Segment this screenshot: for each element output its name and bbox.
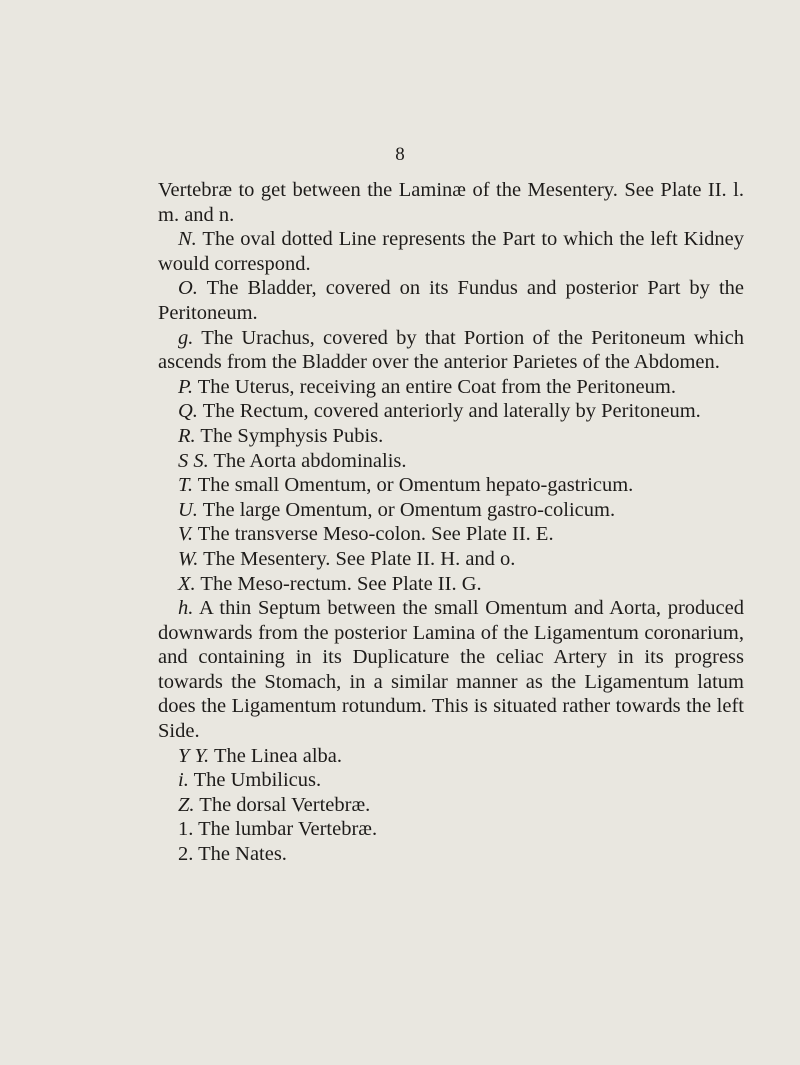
legend-key: R. xyxy=(178,424,196,447)
legend-entry-ss xyxy=(158,449,744,474)
legend-text: The transverse Meso-colon. See Plate II. E. xyxy=(197,523,554,546)
legend-entry-x xyxy=(158,572,744,597)
legend-text: The Umbilicus. xyxy=(193,769,322,792)
legend-text: The Linea alba. xyxy=(213,744,342,767)
legend-text: The oval dotted Line represents the Part to which the left Kidney would correspond. xyxy=(158,228,744,275)
legend-entry-w xyxy=(158,547,744,572)
legend-key: Z. xyxy=(178,793,195,816)
legend-key: W. xyxy=(178,547,199,570)
legend-key: N. xyxy=(178,228,197,251)
legend-text: The large Omentum, or Omentum gastro-colicum. xyxy=(202,498,616,521)
legend-text: The Aorta abdominalis. xyxy=(213,449,407,472)
paragraph-text: Vertebræ to get between the Laminæ of the Mesentery. See Plate II. l. m. and n. xyxy=(158,179,744,226)
legend-text: The Bladder, covered on its Fundus and posterior Part by the Peritoneum. xyxy=(158,277,744,324)
legend-entry-t xyxy=(158,473,744,498)
legend-key: g. xyxy=(178,326,194,349)
legend-text: The small Omentum, or Omentum hepato-gastricum. xyxy=(197,474,634,497)
legend-entry-h xyxy=(158,596,744,744)
legend-key: h. xyxy=(178,597,194,620)
legend-text: The Symphysis Pubis. xyxy=(200,424,384,447)
legend-text: The Meso-rectum. See Plate II. G. xyxy=(200,572,482,595)
legend-key: T. xyxy=(178,474,194,497)
legend-key: 1. xyxy=(178,818,194,841)
legend-entry-i xyxy=(158,768,744,793)
legend-text: The Mesentery. See Plate II. H. and o. xyxy=(203,547,516,570)
legend-entry-1 xyxy=(158,817,744,842)
legend-text: The lumbar Vertebræ. xyxy=(198,818,378,841)
legend-text: The Urachus, covered by that Portion of the Peritoneum which ascends from the Bladder over the anterior Parietes of the Abdomen. xyxy=(158,326,744,374)
legend-entry-o xyxy=(158,276,744,325)
legend-text: The dorsal Vertebræ. xyxy=(199,793,371,816)
legend-entry-2 xyxy=(158,842,744,867)
legend-entry-n xyxy=(158,227,744,276)
page-number: 8 xyxy=(395,144,405,165)
legend-key: U. xyxy=(178,498,198,521)
legend-key: Y Y. xyxy=(178,744,210,767)
legend-key: X. xyxy=(178,572,196,595)
legend-key: 2. xyxy=(178,843,194,866)
legend-key: Q. xyxy=(178,400,198,423)
legend-text: The Rectum, covered anteriorly and laterally by Peritoneum. xyxy=(202,400,701,423)
legend-entry-r xyxy=(158,424,744,449)
legend-entry-v xyxy=(158,522,744,547)
legend-entry-z xyxy=(158,793,744,818)
paragraph-continuation xyxy=(158,178,744,227)
legend-text: The Nates. xyxy=(198,843,287,866)
legend-entry-yy xyxy=(158,744,744,769)
legend-key: S S. xyxy=(178,449,209,472)
body-text xyxy=(158,178,744,867)
legend-entry-p xyxy=(158,375,744,400)
legend-key: O. xyxy=(178,277,198,300)
legend-entry-g xyxy=(158,326,744,375)
legend-text: The Uterus, receiving an entire Coat from the Peritoneum. xyxy=(197,375,676,398)
legend-key: P. xyxy=(178,375,194,398)
legend-text: A thin Septum between the small Omentum and Aorta, produced downwards from the posterior Lamina of the Ligamentum coronarium, and containing in its Duplicature the celiac Artery in its progress towards the Stomach, in a similar manner as the Ligamentum latum does the Ligamentum rotundum. This is situated rather towards the left Side. xyxy=(158,597,745,743)
legend-key: V. xyxy=(178,523,194,546)
legend-key: i. xyxy=(178,769,189,792)
legend-entry-u xyxy=(158,498,744,523)
legend-entry-q xyxy=(158,399,744,424)
